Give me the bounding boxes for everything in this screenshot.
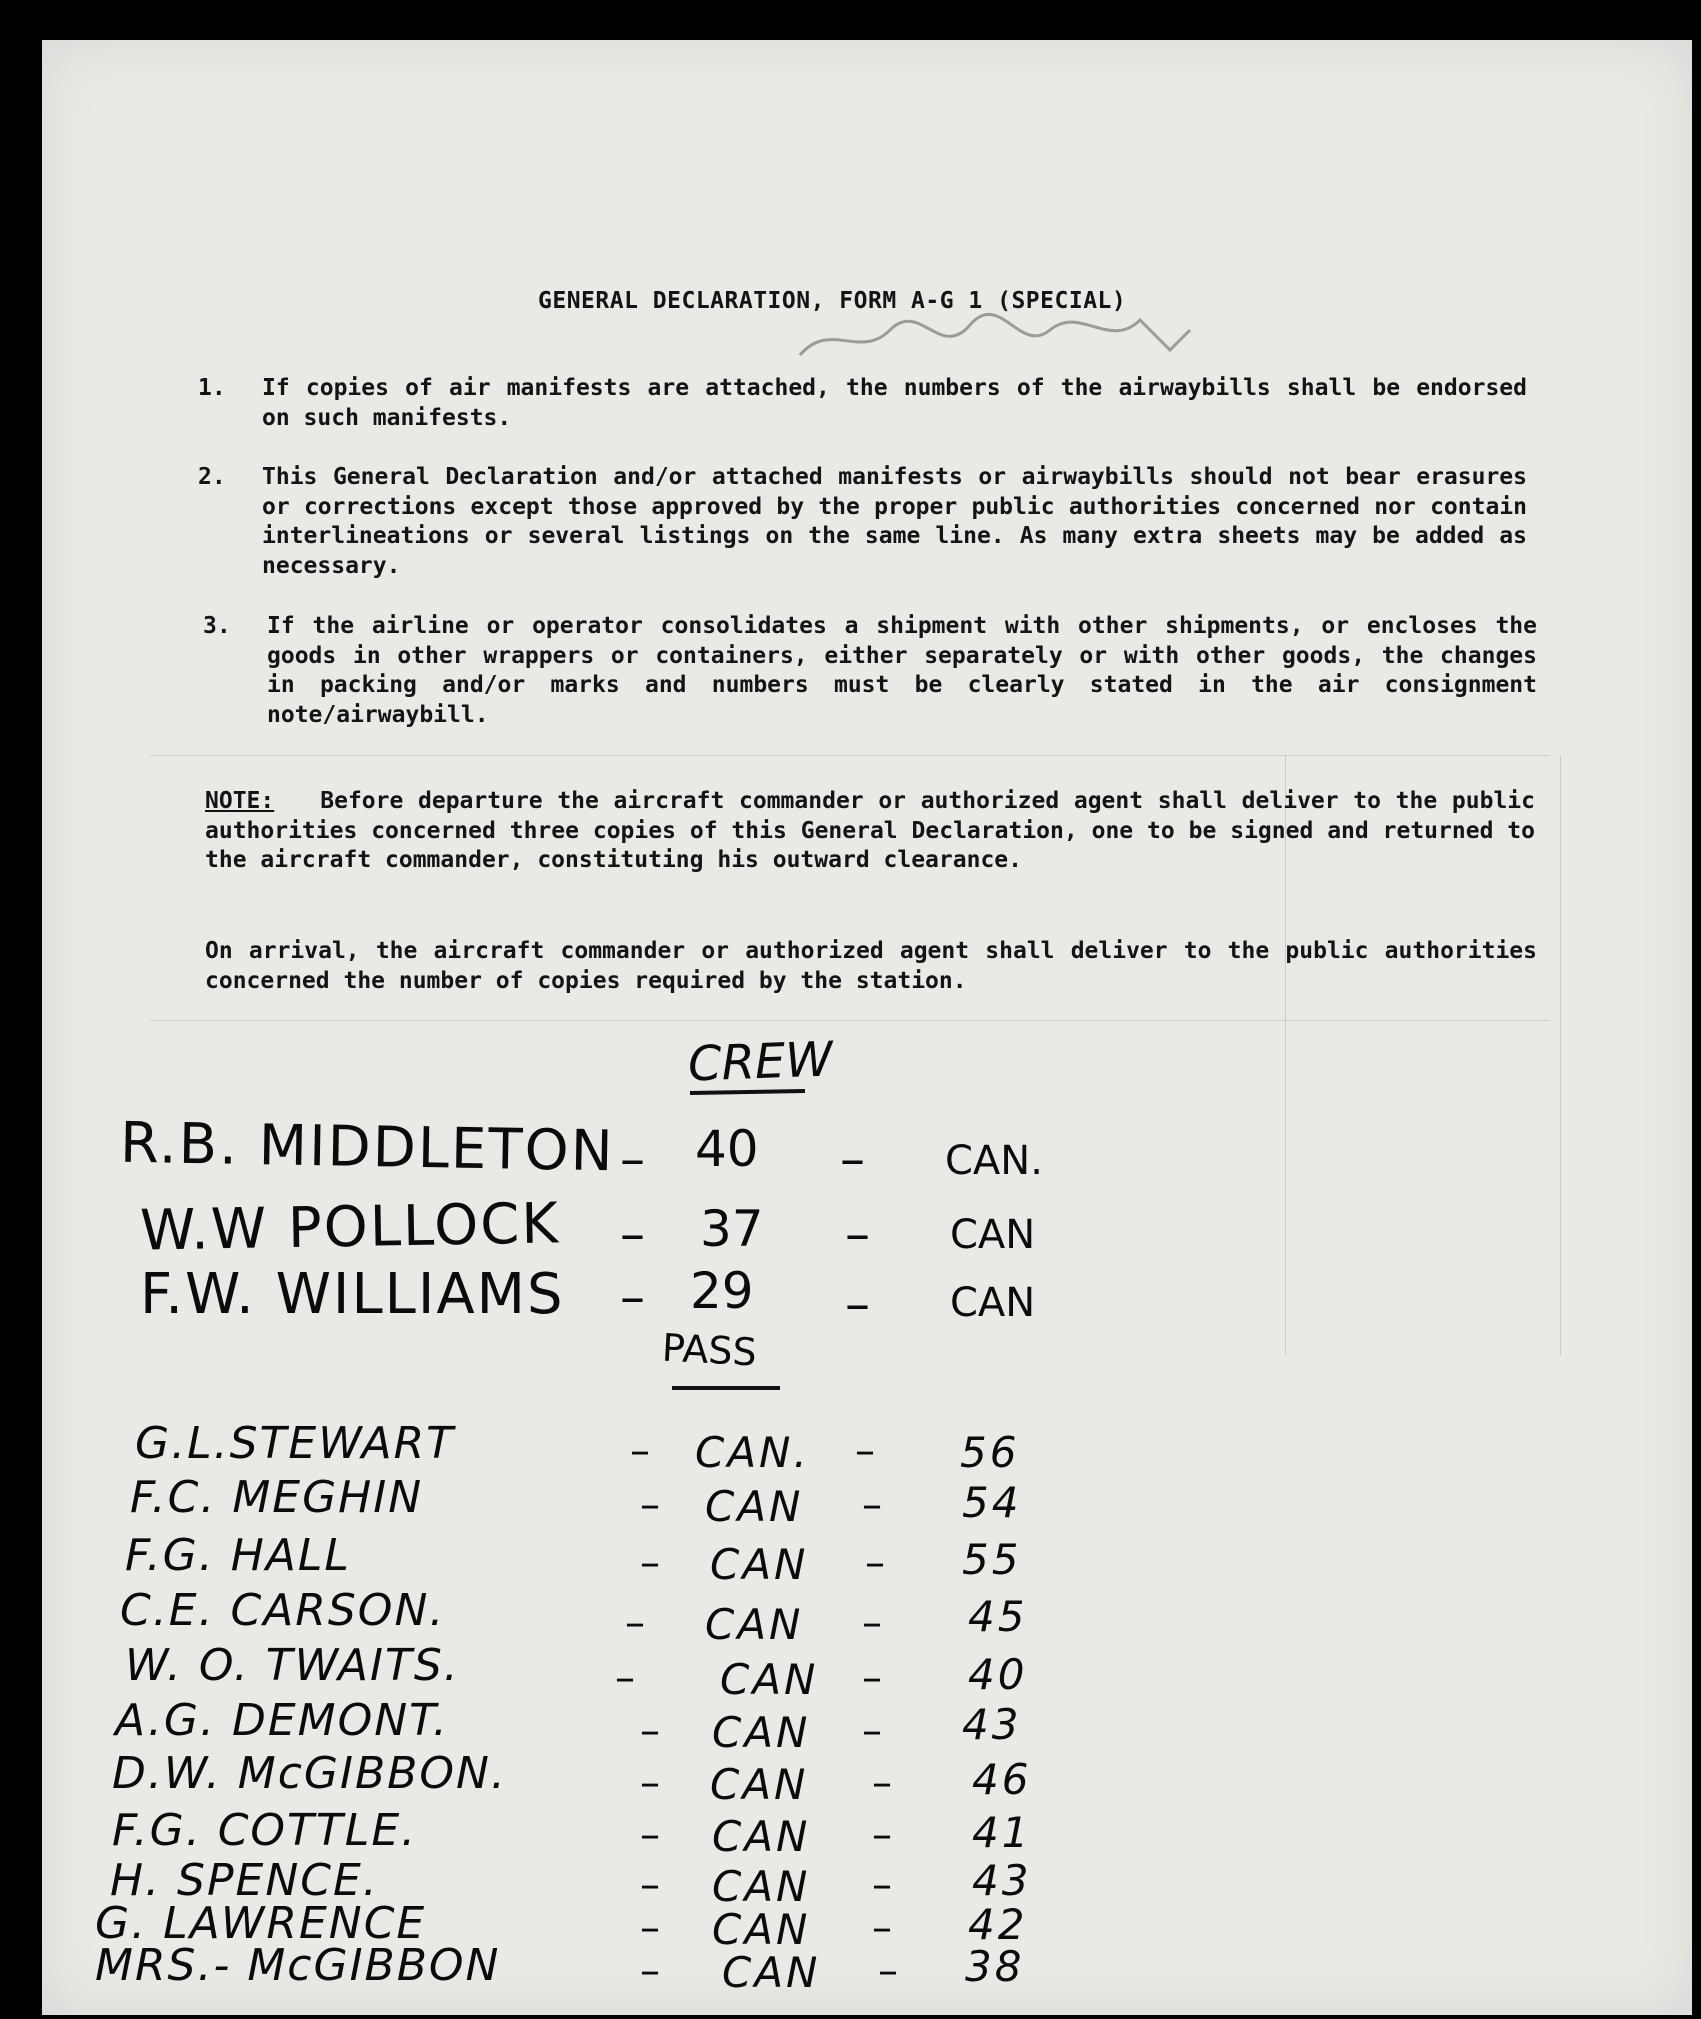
crew-row	[119, 1111, 615, 1185]
passenger-age-cell	[962, 1700, 1021, 1749]
passenger-nationality-cell	[705, 1482, 803, 1531]
passenger-age-cell	[972, 1755, 1031, 1804]
passenger-age-cell	[962, 1478, 1021, 1527]
passenger-dash: –	[865, 1540, 885, 1586]
crew-row	[140, 1262, 565, 1327]
passenger-name: G. LAWRENCE	[95, 1898, 427, 1949]
passenger-name: D.W. McGIBBON.	[112, 1748, 507, 1799]
passenger-nationality-cell	[705, 1600, 803, 1649]
crew-age: 29	[690, 1262, 754, 1320]
crew-dash: –	[620, 1205, 645, 1263]
passenger-dash: –	[630, 1428, 650, 1474]
item-text: If copies of air manifests are attached, the numbers of the airwaybills shall be endorsed on such manifests.	[262, 375, 1527, 431]
passenger-name: H. SPENCE.	[110, 1855, 379, 1906]
passenger-row	[115, 1695, 449, 1746]
passenger-nationality-cell	[712, 1812, 810, 1861]
passenger-dash: –	[855, 1428, 875, 1474]
crew-nationality-cell	[950, 1280, 1035, 1326]
ghost-rule	[150, 1020, 1550, 1021]
crew-age: 37	[700, 1200, 764, 1258]
crew-age-cell	[690, 1262, 754, 1320]
crew-nationality-cell	[950, 1212, 1035, 1258]
passenger-dash: –	[872, 1760, 892, 1806]
passenger-nationality-cell	[712, 1862, 810, 1911]
item-text: If the airline or operator consolidates a shipment with other shipments, or encloses the goods in other wrappers or containers, either separately or with other goods, the changes in packing and/or marks and numbers must be clearly stated in the air consignment note/airwaybill.	[267, 613, 1537, 728]
passenger-name: W. O. TWAITS.	[125, 1640, 460, 1691]
passenger-age: 43	[962, 1700, 1022, 1749]
passenger-dash: –	[862, 1708, 882, 1754]
crew-nationality: CAN	[950, 1280, 1036, 1326]
passenger-age: 54	[962, 1478, 1022, 1527]
passenger-dash: –	[640, 1905, 660, 1951]
passenger-nationality: CAN	[710, 1760, 809, 1809]
passenger-age: 55	[962, 1535, 1022, 1584]
passenger-dash: –	[872, 1862, 892, 1908]
pencil-scribble	[790, 300, 1210, 380]
passenger-row	[95, 1940, 500, 1991]
passenger-nationality: CAN	[705, 1600, 804, 1649]
passenger-dash: –	[862, 1482, 882, 1528]
note-text: Before departure the aircraft commander or authorized agent shall deliver to the public authorities concerned three copies of this General Declaration, one to be signed and returned to the aircraft commander, constituting his outward clearance.	[205, 788, 1535, 873]
crew-name: W.W POLLOCK	[139, 1191, 561, 1264]
passenger-age: 46	[972, 1755, 1032, 1804]
passenger-dash: –	[625, 1600, 645, 1646]
passenger-dash: –	[640, 1812, 660, 1858]
passenger-dash: –	[640, 1482, 660, 1528]
crew-dash: –	[620, 1130, 645, 1188]
passenger-age-cell	[962, 1535, 1021, 1584]
passenger-dash: –	[640, 1948, 660, 1994]
passenger-age-cell	[968, 1650, 1027, 1699]
passenger-nationality: CAN	[712, 1905, 811, 1954]
passenger-dash: –	[872, 1905, 892, 1951]
passenger-nationality-cell	[720, 1655, 818, 1704]
note-label: NOTE:	[205, 788, 275, 814]
passenger-nationality-cell	[712, 1905, 810, 1954]
passenger-age-cell	[960, 1428, 1019, 1477]
passenger-nationality: CAN	[712, 1862, 811, 1911]
note-paragraph	[205, 787, 1535, 876]
crew-age: 40	[695, 1120, 759, 1178]
passenger-row	[130, 1472, 423, 1523]
passenger-nationality: CAN.	[695, 1428, 810, 1477]
passenger-nationality-cell	[710, 1540, 808, 1589]
passenger-dash: –	[862, 1655, 882, 1701]
passenger-nationality-cell	[712, 1708, 810, 1757]
passenger-name: G.L.STEWART	[135, 1418, 456, 1469]
passengers-heading-underline	[672, 1386, 780, 1390]
passenger-name: MRS.- McGIBBON	[95, 1940, 501, 1991]
passenger-row	[125, 1640, 460, 1691]
passenger-dash: –	[640, 1708, 660, 1754]
passenger-row	[112, 1748, 507, 1799]
crew-dash: –	[840, 1130, 865, 1188]
crew-heading: CREW	[687, 1031, 834, 1093]
item-number: 2.	[198, 464, 226, 490]
ghost-rule	[1560, 755, 1561, 1355]
passenger-age: 43	[972, 1856, 1032, 1905]
passenger-dash: –	[640, 1862, 660, 1908]
passenger-nationality-cell	[710, 1760, 808, 1809]
passengers-heading: PASS	[660, 1325, 758, 1375]
passenger-age: 41	[972, 1808, 1032, 1857]
crew-dash: –	[620, 1268, 645, 1326]
passenger-age: 56	[960, 1428, 1020, 1477]
passenger-age-cell	[968, 1592, 1027, 1641]
crew-row	[139, 1191, 560, 1263]
passenger-nationality: CAN	[722, 1948, 821, 1997]
passenger-nationality: CAN	[710, 1540, 809, 1589]
crew-nationality: CAN	[950, 1212, 1036, 1258]
crew-name: R.B. MIDDLETON	[119, 1110, 616, 1185]
passenger-row	[112, 1805, 417, 1856]
crew-nationality-cell	[945, 1138, 1043, 1184]
passenger-age-cell	[972, 1808, 1031, 1857]
crew-name: F.W. WILLIAMS	[140, 1262, 565, 1327]
form-title: GENERAL DECLARATION, FORM A-G 1 (SPECIAL)	[538, 288, 1127, 314]
passenger-dash: –	[615, 1655, 635, 1701]
passenger-nationality-cell	[722, 1948, 820, 1997]
crew-age-cell	[695, 1120, 759, 1178]
passenger-dash: –	[640, 1540, 660, 1586]
passenger-name: A.G. DEMONT.	[115, 1695, 449, 1746]
ghost-rule	[150, 755, 1550, 756]
crew-dash: –	[845, 1275, 870, 1333]
item-number: 1.	[198, 375, 226, 401]
crew-nationality: CAN.	[945, 1138, 1043, 1184]
passenger-nationality: CAN	[712, 1708, 811, 1757]
passenger-row	[120, 1585, 445, 1636]
passenger-nationality: CAN	[712, 1812, 811, 1861]
passenger-name: C.E. CARSON.	[120, 1585, 446, 1636]
passenger-name: F.G. COTTLE.	[112, 1805, 418, 1856]
crew-age-cell	[700, 1200, 764, 1258]
passenger-name: F.C. MEGHIN	[130, 1472, 424, 1523]
passenger-age: 40	[968, 1650, 1028, 1699]
passenger-name: F.G. HALL	[125, 1530, 351, 1581]
passenger-nationality: CAN	[705, 1482, 804, 1531]
passenger-dash: –	[862, 1600, 882, 1646]
item-number: 3.	[203, 613, 231, 639]
passenger-dash: –	[872, 1812, 892, 1858]
crew-dash: –	[845, 1205, 870, 1263]
passenger-age-cell	[965, 1942, 1024, 1991]
passenger-age: 42	[968, 1900, 1028, 1949]
passenger-dash: –	[640, 1760, 660, 1806]
passenger-nationality-cell	[695, 1428, 810, 1477]
passenger-age: 38	[965, 1942, 1025, 1991]
item-text: This General Declaration and/or attached manifests or airwaybills should not bear erasures or corrections except those approved by the proper public authorities concerned nor contain interlineations or several listings on the same line. As many extra sheets may be added as necessary.	[262, 464, 1527, 579]
passenger-row	[125, 1530, 351, 1581]
passenger-dash: –	[878, 1948, 898, 1994]
arrival-paragraph: On arrival, the aircraft commander or authorized agent shall deliver to the public authorities concerned the number of copies required by the station.	[205, 938, 1537, 994]
passenger-age-cell	[972, 1856, 1031, 1905]
passenger-row	[135, 1418, 455, 1469]
passenger-nationality: CAN	[720, 1655, 819, 1704]
passenger-age: 45	[968, 1592, 1028, 1641]
